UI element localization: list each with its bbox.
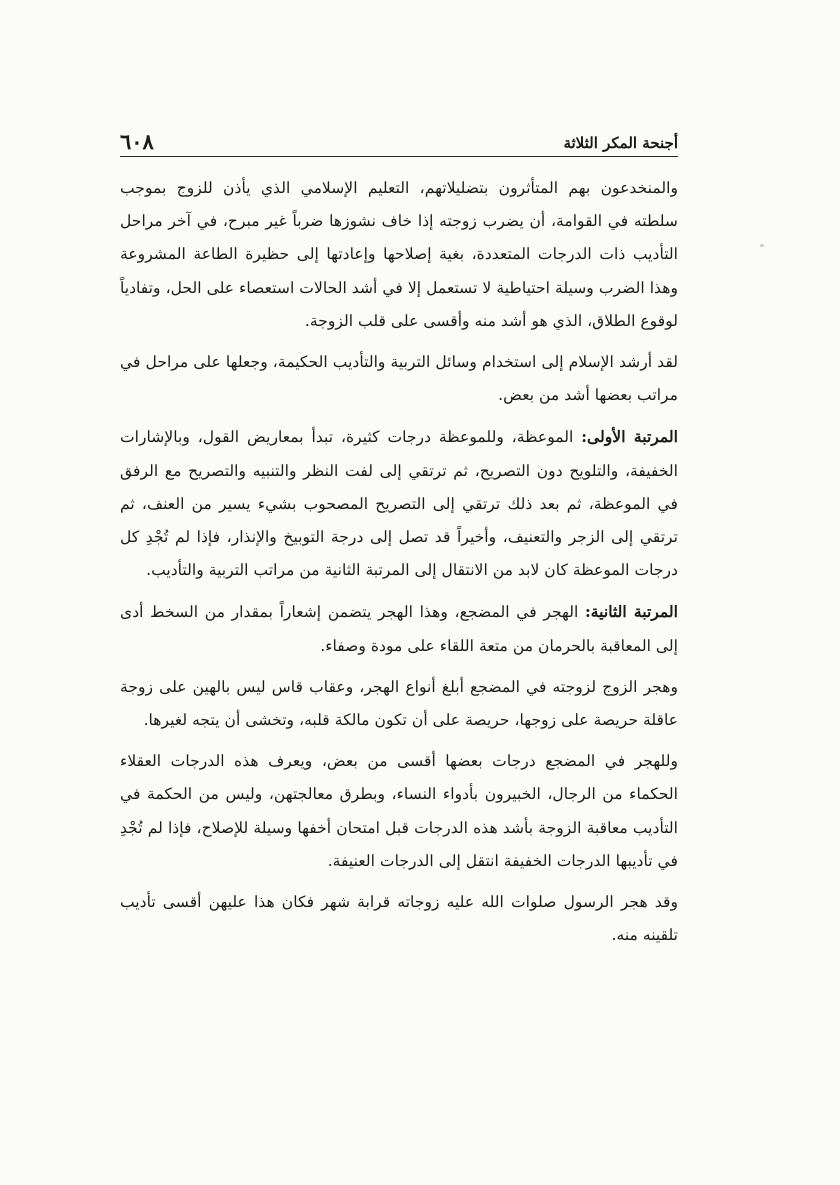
page-number: ٦٠٨: [120, 129, 154, 154]
paragraph-text: وهجر الزوج لزوجته في المضجع أبلغ أنواع الهجر، وعقاب قاس ليس بالهين على زوجة عاقلة حريصة على زوجها، حريصة على أن تكون مالكة قلبه، وتخشى أن يتجه لغيرها.: [120, 677, 678, 730]
body-text: [120, 172, 678, 960]
paragraph-lead: المرتبة الأولى:: [581, 427, 678, 447]
running-title: أجنحة المكر الثلاثة: [563, 134, 678, 152]
paragraph-3: [120, 420, 678, 587]
paragraph-5: [120, 671, 678, 737]
paragraph-text: وللهجر في المضجع درجات بعضها أقسى من بعض، ويعرف هذه الدرجات العقلاء الحكماء من الرجال، الخبيرون بأدواء النساء، وبطرق معالجتهن، وليس من الحكمة في التأديب معاقبة الزوجة بأشد هذه الدرجات قبل امتحان أخفها وسيلة للإصلاح، فإذا لم تُجْدِ في تأديبها الدرجات الخفيفة انتقل إلى الدرجات العنيفة.: [120, 752, 678, 870]
paragraph-6: [120, 745, 678, 878]
page-header: [120, 120, 678, 156]
paragraph-4: [120, 595, 678, 662]
paragraph-lead: المرتبة الثانية:: [585, 602, 679, 622]
paragraph-text: لقد أرشد الإسلام إلى استخدام وسائل التربية والتأديب الحكيمة، وجعلها على مراحل في مراتب بعضها أشد من بعض.: [120, 353, 678, 405]
scan-fleck: [760, 244, 764, 247]
paragraph-2: [120, 346, 678, 412]
paragraph-1: [120, 172, 678, 338]
paragraph-7: [120, 886, 678, 952]
paragraph-text: والمنخدعون بهم المتأثرون بتضليلاتهم، التعليم الإسلامي الذي يأذن للزوج بموجب سلطته في القوامة، أن يضرب زوجته إذا خاف نشوزها ضرباً غير مبرح، في آخر مراحل التأديب ذات الدرجات المتعددة، بغية إصلاحها وإعادتها إلى حظيرة الطاعة المشروعة وهذا الضرب وسيلة احتياطية لا تستعمل إلا في أشد الحالات استعصاء على الحل، وتفادياً لوقوع الطلاق، الذي هو أشد منه وأقسى على قلب الزوجة.: [120, 179, 678, 330]
paragraph-text: الهجر في المضجع، وهذا الهجر يتضمن إشعاراً بمقدار من السخط أدى إلى المعاقبة بالحرمان من متعة اللقاء على مودة وصفاء.: [120, 603, 678, 655]
header-rule: [120, 156, 678, 157]
paragraph-text: الموعظة، وللموعظة درجات كثيرة، تبدأ بمعاريض القول، وبالإشارات الخفيفة، والتلويح دون التصريح، ثم ترتقي إلى لفت النظر والتنبيه والتصريح مع الرفق في الموعظة، ثم بعد ذلك ترتقي إلى التصريح المصحوب بشيء يسير من العنف، ثم ترتقي إلى الزجر والتعنيف، وأخيراً قد تصل إلى درجة التوبيخ والإنذار، فإذا لم تُجْدِ كل درجات الموعظة كان لابد من الانتقال إلى المرتبة الثانية من مراتب التربية والتأديب.: [120, 428, 678, 580]
paragraph-text: وقد هجر الرسول صلوات الله عليه زوجاته قرابة شهر فكان هذا عليهن أقسى تأديب تلقينه منه.: [120, 893, 678, 945]
